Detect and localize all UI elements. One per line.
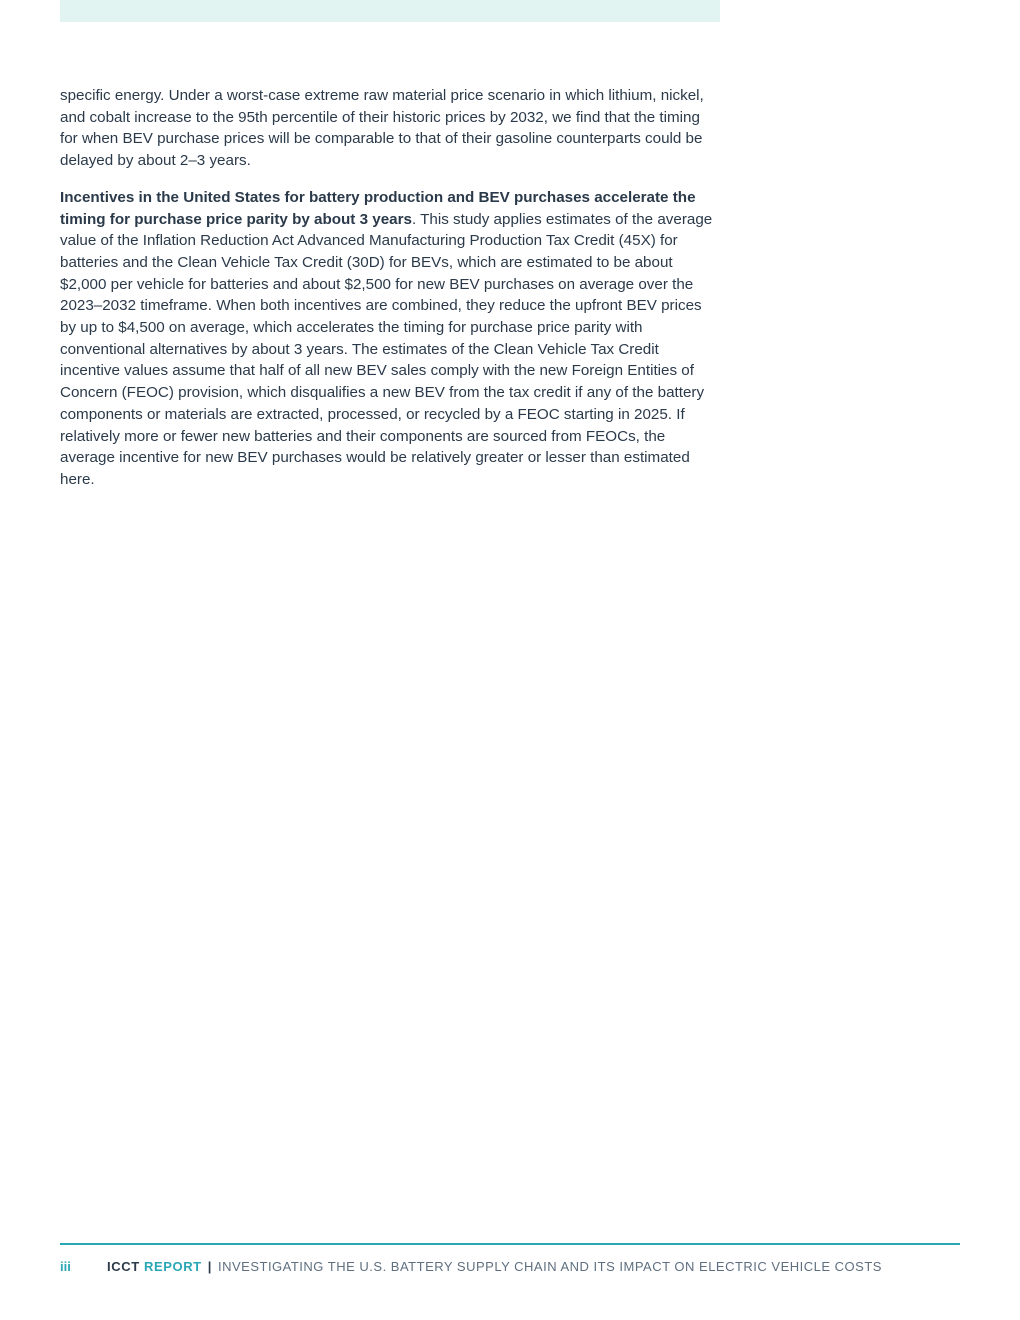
- footer-separator: |: [207, 1259, 212, 1274]
- paragraph-raw-material-scenario: specific energy. Under a worst-case extreme raw material price scenario in which lithium, nickel, and cobalt increase to the 95th percentile of their historic prices by 2032, we find that the timing for when BEV purchase prices will be comparable to that of their gasoline counterparts could be delayed by about 2–3 years.: [60, 87, 704, 170]
- paragraph-incentives-text: . This study applies estimates of the average value of the Inflation Reduction Act Advanced Manufacturing Production Tax Credit (45X) for batteries and the Clean Vehicle Tax Credit (30D) for BEVs, which are estimated to be about $2,000 per vehicle for batteries and about $2,500 for new BEV purchases on average over the 2023–2032 timeframe. When both incentives are combined, they reduce the upfront BEV prices by up to $4,500 on average, which accelerates the timing for purchase price parity with conventional alternatives by about 3 years. The estimates of the Clean Vehicle Tax Credit incentive values assume that half of all new BEV sales comply with the new Foreign Entities of Concern (FEOC) provision, which disqualifies a new BEV from the tax credit if any of the battery components or materials are extracted, processed, or recycled by a FEOC starting in 2025. If relatively more or fewer new batteries and their components are sourced from FEOCs, the average incentive for new BEV purchases would be relatively greater or lesser than estimated here.: [60, 210, 713, 488]
- page-footer: [60, 1258, 960, 1276]
- document-title: INVESTIGATING THE U.S. BATTERY SUPPLY CHAIN AND ITS IMPACT ON ELECTRIC VEHICLE COSTS: [217, 1259, 882, 1274]
- footer-divider: [60, 1243, 960, 1245]
- callout-box-bottom: [60, 0, 720, 22]
- page-number: iii: [60, 1259, 71, 1274]
- body-text: [60, 85, 720, 506]
- report-label: REPORT: [143, 1259, 202, 1274]
- paragraph-incentives: [60, 187, 720, 491]
- org-name: ICCT: [107, 1259, 140, 1274]
- footer-running-head: [107, 1258, 882, 1276]
- paragraph-incentives-lead: Incentives in the United States for battery production and BEV purchases accelerate the timing for purchase price parity by about 3 years: [60, 188, 696, 228]
